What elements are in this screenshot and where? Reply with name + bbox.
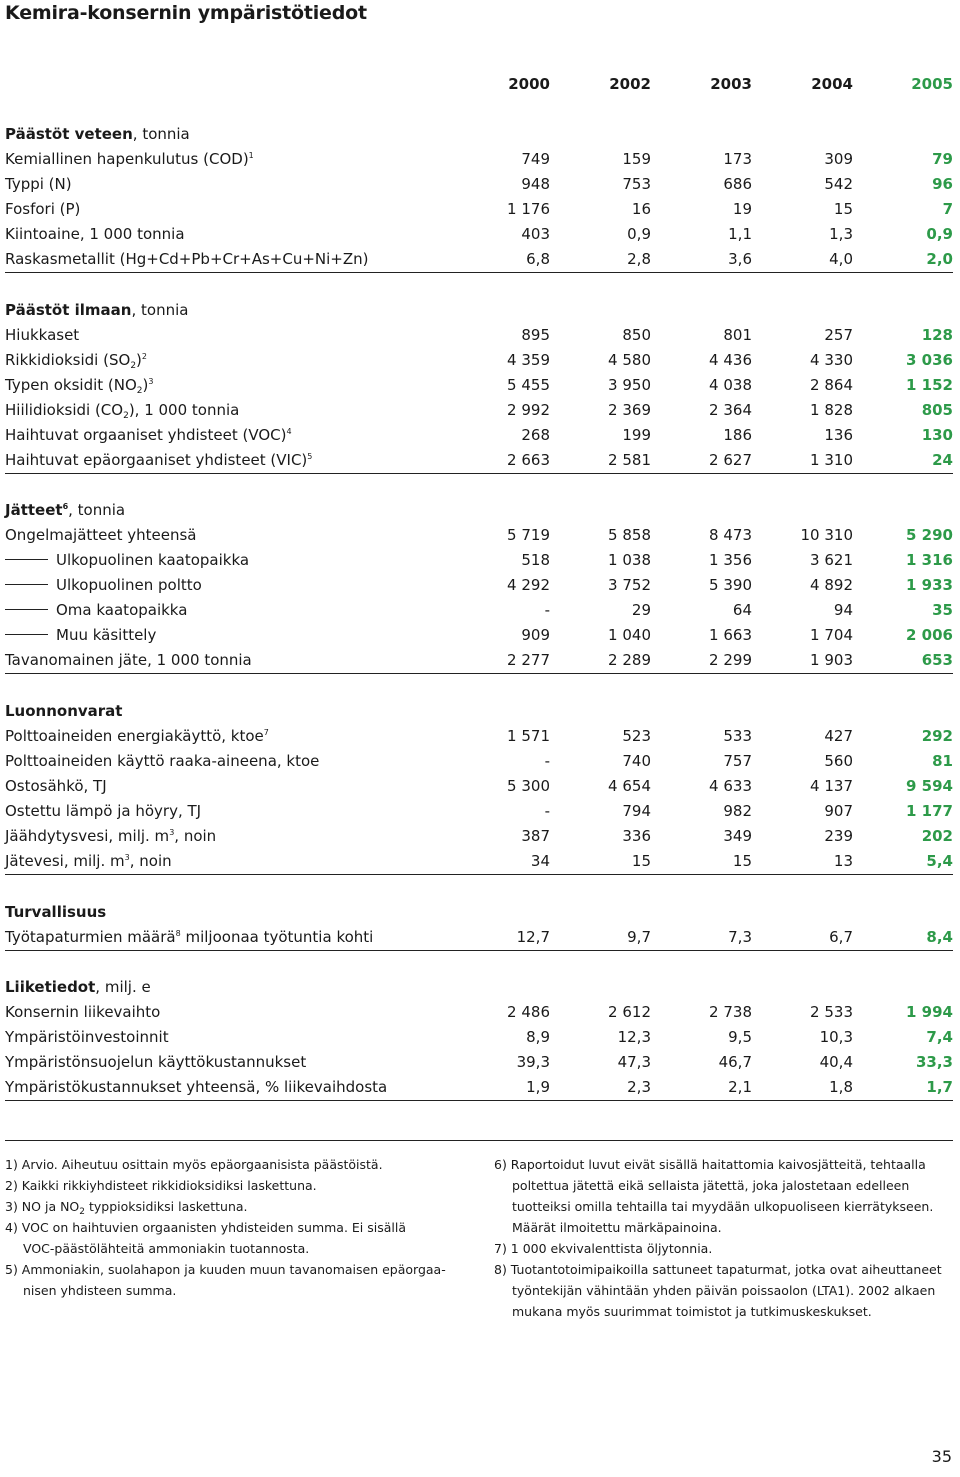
value-cell: 2 581 — [608, 451, 651, 469]
value-cell: 4 359 — [507, 351, 550, 369]
value-2005: 805 — [921, 401, 953, 419]
value-cell: 2 486 — [507, 1003, 550, 1021]
year-header: 2000 — [508, 75, 550, 93]
value-cell: 349 — [723, 827, 752, 845]
value-2005: 292 — [921, 727, 953, 745]
table-row — [5, 573, 953, 598]
value-cell: 560 — [824, 752, 853, 770]
row-label-text: Rikkidioksidi (SO — [5, 351, 131, 369]
year-header-row — [5, 72, 953, 97]
row-label-text: Ulkopuolinen kaatopaikka — [56, 551, 250, 569]
value-cell: 5 858 — [608, 526, 651, 544]
value-cell: 8 473 — [709, 526, 752, 544]
row-label-text: Jätevesi, milj. m — [5, 852, 125, 870]
footnote-ref: 2 — [141, 352, 147, 361]
footnote-5: 5) Ammoniakin, suolahapon ja kuuden muun tavanomaisen epäorgaa- — [5, 1262, 446, 1277]
table-row — [5, 147, 953, 172]
value-cell: 15 — [732, 852, 752, 870]
row-label-text: , noin — [129, 852, 172, 870]
table-row — [5, 1025, 953, 1050]
value-cell: 1 310 — [810, 451, 853, 469]
table-row — [5, 222, 953, 247]
value-cell: 4 137 — [810, 777, 853, 795]
value-cell: 1 038 — [608, 551, 651, 569]
table-row — [5, 448, 953, 474]
table-row — [5, 1000, 953, 1025]
value-cell: 1,3 — [829, 225, 853, 243]
value-cell: 336 — [622, 827, 651, 845]
footnote-4: 4) VOC on haihtuvien orgaanisten yhdisteiden summa. Ei sisällä — [5, 1220, 407, 1235]
value-cell: 46,7 — [718, 1053, 752, 1071]
value-2005: 5,4 — [926, 852, 953, 870]
value-cell: - — [544, 752, 550, 770]
row-label — [5, 423, 292, 448]
table-row — [5, 548, 953, 573]
value-cell: 0,9 — [627, 225, 651, 243]
section-heading-air — [5, 298, 953, 323]
table-row — [5, 197, 953, 222]
table-row — [5, 172, 953, 197]
value-cell: 29 — [631, 601, 651, 619]
value-cell: 1 704 — [810, 626, 853, 644]
row-label — [5, 1025, 169, 1050]
indent-dash — [5, 609, 48, 610]
table-row — [5, 323, 953, 348]
value-cell: 6,8 — [526, 250, 550, 268]
table-row — [5, 1050, 953, 1075]
row-label-text: ) — [136, 351, 142, 369]
value-cell: 2 992 — [507, 401, 550, 419]
value-2005: 202 — [921, 827, 953, 845]
value-cell: 801 — [723, 326, 752, 344]
row-label — [5, 925, 373, 950]
row-label-text: ), 1 000 tonnia — [128, 401, 240, 419]
row-label-text: Ympäristöinvestoinnit — [5, 1028, 169, 1046]
value-2005: 9 594 — [906, 777, 953, 795]
table-row — [5, 348, 953, 373]
section-title: Päästöt ilmaan — [5, 301, 132, 319]
value-cell: 15 — [833, 200, 853, 218]
value-cell: 2 364 — [709, 401, 752, 419]
value-2005: 1 933 — [906, 576, 953, 594]
value-cell: 2 612 — [608, 1003, 651, 1021]
superscript: 8 — [175, 929, 181, 938]
row-label — [5, 398, 239, 423]
value-cell: 4 292 — [507, 576, 550, 594]
value-cell: 5 390 — [709, 576, 752, 594]
row-label-text: Konsernin liikevaihto — [5, 1003, 161, 1021]
value-2005: 2 006 — [906, 626, 953, 644]
value-cell: 94 — [833, 601, 853, 619]
footnote-ref: 1 — [248, 151, 254, 160]
table-row — [5, 799, 953, 824]
value-cell: 239 — [824, 827, 853, 845]
subscript: 2 — [136, 386, 143, 396]
footnote-2: 2) Kaikki rikkiyhdisteet rikkidioksidiksi laskettuna. — [5, 1178, 317, 1193]
value-cell: 3,6 — [728, 250, 752, 268]
value-cell: 3 950 — [608, 376, 651, 394]
footnote-1: 1) Arvio. Aiheutuu osittain myös epäorgaanisista päästöistä. — [5, 1157, 383, 1172]
value-cell: 173 — [723, 150, 752, 168]
row-label — [5, 598, 187, 623]
value-cell: 2 289 — [608, 651, 651, 669]
table-row — [5, 247, 953, 273]
row-label — [5, 799, 201, 824]
row-label-text: Kemiallinen hapenkulutus (COD) — [5, 150, 249, 168]
value-cell: 753 — [622, 175, 651, 193]
value-cell: 186 — [723, 426, 752, 444]
value-2005: 5 290 — [906, 526, 953, 544]
section-heading-label — [5, 122, 190, 147]
table-row — [5, 824, 953, 849]
value-2005: 0,9 — [926, 225, 953, 243]
value-cell: 4 038 — [709, 376, 752, 394]
value-cell: 533 — [723, 727, 752, 745]
row-label — [5, 523, 197, 548]
row-label-text: Haihtuvat orgaaniset yhdisteet (VOC) — [5, 426, 287, 444]
section-heading-label — [5, 900, 106, 925]
superscript: 3 — [169, 828, 175, 837]
value-2005: 653 — [921, 651, 953, 669]
value-cell: 403 — [521, 225, 550, 243]
row-label — [5, 348, 147, 373]
value-cell: 1,8 — [829, 1078, 853, 1096]
value-cell: 757 — [723, 752, 752, 770]
value-2005: 35 — [932, 601, 953, 619]
footnote-6-cont: poltettua jätettä eikä sellaista jätettä, joka jalostetaan edelleen — [512, 1178, 910, 1193]
row-label — [5, 749, 319, 774]
year-header: 2005 — [911, 75, 953, 93]
value-cell: 5 455 — [507, 376, 550, 394]
value-cell: 2 299 — [709, 651, 752, 669]
row-label — [5, 448, 312, 473]
value-cell: 2 864 — [810, 376, 853, 394]
row-label — [5, 247, 369, 272]
table-row — [5, 849, 953, 875]
value-2005: 24 — [932, 451, 953, 469]
value-cell: 1,9 — [526, 1078, 550, 1096]
row-label — [5, 1050, 306, 1075]
value-cell: 309 — [824, 150, 853, 168]
value-cell: 4 654 — [608, 777, 651, 795]
value-cell: 1 176 — [507, 200, 550, 218]
table-row — [5, 648, 953, 674]
value-cell: 268 — [521, 426, 550, 444]
page-title: Kemira-konsernin ympäristötiedot — [5, 2, 367, 24]
row-label-text: Polttoaineiden energiakäyttö, ktoe — [5, 727, 264, 745]
row-label-text: Ympäristönsuojelun käyttökustannukset — [5, 1053, 307, 1071]
value-cell: 2 369 — [608, 401, 651, 419]
footnote-8-cont: työntekijän vähintään yhden päivän poissaolon (LTA1). 2002 alkaen — [512, 1283, 936, 1298]
value-cell: 9,7 — [627, 928, 651, 946]
value-cell: 1,1 — [728, 225, 752, 243]
page-number: 35 — [931, 1447, 952, 1466]
row-label-text: Ongelmajätteet yhteensä — [5, 526, 197, 544]
value-cell: 1 040 — [608, 626, 651, 644]
table-row — [5, 623, 953, 648]
footnote-6-cont: tuotteiksi omilla tehtailla tai myydään ulkopuoliseen kierrätykseen. — [512, 1199, 934, 1214]
row-label-text: Haihtuvat epäorgaaniset yhdisteet (VIC) — [5, 451, 308, 469]
value-cell: 1 571 — [507, 727, 550, 745]
value-cell: 686 — [723, 175, 752, 193]
value-cell: 1 663 — [709, 626, 752, 644]
section-heading-label — [5, 298, 188, 323]
row-label — [5, 648, 252, 673]
value-cell: 4 436 — [709, 351, 752, 369]
row-label — [5, 1075, 387, 1100]
section-unit: , milj. e — [95, 978, 151, 996]
superscript: 3 — [124, 853, 130, 862]
value-cell: 34 — [530, 852, 550, 870]
value-2005: 1 994 — [906, 1003, 953, 1021]
section-title: Päästöt veteen — [5, 125, 133, 143]
row-label-text: Typpi (N) — [5, 175, 72, 193]
row-label — [5, 373, 153, 398]
value-cell: 257 — [824, 326, 853, 344]
section-title: Luonnonvarat — [5, 702, 123, 720]
row-label-text: Raskasmetallit (Hg+Cd+Pb+Cr+As+Cu+Ni+Zn) — [5, 250, 369, 268]
value-cell: 2 738 — [709, 1003, 752, 1021]
footnote-6: 6) Raportoidut luvut eivät sisällä haitattomia kaivosjätteitä, tehtaalla — [494, 1157, 926, 1172]
value-cell: 1 828 — [810, 401, 853, 419]
value-cell: 5 300 — [507, 777, 550, 795]
row-label-text: Ulkopuolinen poltto — [56, 576, 202, 594]
value-cell: 10,3 — [819, 1028, 853, 1046]
section-heading-business — [5, 975, 953, 1000]
footnote-8: 8) Tuotantotoimipaikoilla sattuneet tapaturmat, jotka ovat aiheuttaneet — [494, 1262, 942, 1277]
value-cell: 15 — [631, 852, 651, 870]
indent-dash — [5, 584, 48, 585]
value-cell: 40,4 — [819, 1053, 853, 1071]
table-row — [5, 523, 953, 548]
value-2005: 128 — [921, 326, 953, 344]
table-row — [5, 925, 953, 951]
section-heading-label — [5, 498, 125, 523]
table-row — [5, 398, 953, 423]
year-header: 2004 — [811, 75, 853, 93]
table-row — [5, 724, 953, 749]
footnote-ref: 6 — [62, 502, 69, 511]
row-label-text: Ympäristökustannukset yhteensä, % liikevaihdosta — [5, 1078, 388, 1096]
row-label — [5, 548, 249, 573]
value-cell: 12,7 — [516, 928, 550, 946]
row-label-text: Kiintoaine, 1 000 tonnia — [5, 225, 185, 243]
value-cell: 2,1 — [728, 1078, 752, 1096]
value-cell: 4 330 — [810, 351, 853, 369]
value-cell: 3 621 — [810, 551, 853, 569]
footnote-ref: 4 — [286, 427, 292, 436]
row-label — [5, 197, 80, 222]
footnote-4-cont: VOC-päästölähteitä ammoniakin tuotannosta. — [23, 1241, 310, 1256]
row-label-text: , noin — [174, 827, 217, 845]
section-title: Turvallisuus — [5, 903, 107, 921]
row-label — [5, 849, 172, 874]
value-cell: 199 — [622, 426, 651, 444]
row-label — [5, 1000, 160, 1025]
row-label-text: Työtapaturmien määrä — [5, 928, 176, 946]
value-cell: 3 752 — [608, 576, 651, 594]
value-cell: 13 — [833, 852, 853, 870]
row-label — [5, 573, 202, 598]
value-cell: 2,8 — [627, 250, 651, 268]
footnote-ref: 3 — [148, 377, 154, 386]
section-title: Jätteet — [5, 501, 63, 519]
value-cell: 47,3 — [617, 1053, 651, 1071]
indent-dash — [5, 559, 48, 560]
table-row — [5, 598, 953, 623]
row-label — [5, 623, 156, 648]
value-2005: 81 — [932, 752, 953, 770]
row-label-text: Hiilidioksidi (CO — [5, 401, 124, 419]
row-label-text: miljoonaa työtuntia kohti — [180, 928, 374, 946]
row-label-text: Jäähdytysvesi, milj. m — [5, 827, 170, 845]
value-2005: 1 316 — [906, 551, 953, 569]
value-cell: 2,3 — [627, 1078, 651, 1096]
row-label — [5, 824, 216, 849]
footnote-divider — [5, 1140, 953, 1141]
table-row — [5, 749, 953, 774]
value-2005: 96 — [932, 175, 953, 193]
value-cell: 4,0 — [829, 250, 853, 268]
value-cell: 427 — [824, 727, 853, 745]
value-2005: 2,0 — [926, 250, 953, 268]
value-cell: 518 — [521, 551, 550, 569]
indent-dash — [5, 634, 48, 635]
row-label — [5, 323, 79, 348]
row-label — [5, 774, 107, 799]
subscript: 2 — [130, 361, 137, 371]
section-heading-resources — [5, 699, 953, 724]
row-label-text: Typen oksidit (NO — [5, 376, 137, 394]
value-2005: 7 — [942, 200, 953, 218]
value-cell: 12,3 — [617, 1028, 651, 1046]
subscript: 2 — [123, 411, 129, 421]
value-2005: 33,3 — [915, 1053, 953, 1071]
value-cell: 5 719 — [507, 526, 550, 544]
table-row — [5, 423, 953, 448]
value-cell: 982 — [723, 802, 752, 820]
row-label-text: Tavanomainen jäte, 1 000 tonnia — [5, 651, 252, 669]
row-label-text: Fosfori (P) — [5, 200, 81, 218]
value-cell: 4 633 — [709, 777, 752, 795]
value-cell: 850 — [622, 326, 651, 344]
value-cell: 749 — [521, 150, 550, 168]
table-row — [5, 774, 953, 799]
value-cell: 387 — [521, 827, 550, 845]
row-label-text: Oma kaatopaikka — [56, 601, 188, 619]
row-label-text: Muu käsittely — [56, 626, 157, 644]
value-cell: 39,3 — [516, 1053, 550, 1071]
row-label — [5, 147, 254, 172]
value-cell: 4 892 — [810, 576, 853, 594]
value-2005: 130 — [921, 426, 953, 444]
footnote-ref: 5 — [307, 452, 313, 461]
value-cell: 523 — [622, 727, 651, 745]
value-cell: - — [544, 802, 550, 820]
value-cell: 542 — [824, 175, 853, 193]
table-row — [5, 1075, 953, 1101]
value-cell: 4 580 — [608, 351, 651, 369]
value-2005: 3 036 — [906, 351, 953, 369]
section-unit: , tonnia — [131, 301, 189, 319]
value-cell: 2 663 — [507, 451, 550, 469]
value-cell: - — [544, 601, 550, 619]
value-2005: 1 177 — [906, 802, 953, 820]
footnotes-left — [5, 1154, 446, 1301]
value-cell: 136 — [824, 426, 853, 444]
footnote-6-cont: Määrät ilmoitettu märkäpainoina. — [512, 1220, 722, 1235]
footnote-3: 3) NO ja $NO_2$ typpioksidiksi laskettuna. — [5, 1199, 248, 1217]
value-cell: 740 — [622, 752, 651, 770]
row-label — [5, 222, 185, 247]
value-2005: 1 152 — [906, 376, 953, 394]
value-2005: 79 — [932, 150, 953, 168]
value-2005: 8,4 — [926, 928, 953, 946]
footnote-7: 7) 1 000 ekvivalenttista öljytonnia. — [494, 1241, 713, 1256]
value-cell: 948 — [521, 175, 550, 193]
value-cell: 909 — [521, 626, 550, 644]
row-label-text: Hiukkaset — [5, 326, 80, 344]
value-cell: 1 903 — [810, 651, 853, 669]
row-label-text: ) — [142, 376, 149, 394]
row-label — [5, 172, 72, 197]
year-header: 2003 — [710, 75, 752, 93]
section-heading-safety — [5, 900, 953, 925]
section-unit: , tonnia — [132, 125, 190, 143]
footnote-5-cont: nisen yhdisteen summa. — [23, 1283, 177, 1298]
year-header: 2002 — [609, 75, 651, 93]
value-cell: 9,5 — [728, 1028, 752, 1046]
section-heading-label — [5, 975, 151, 1000]
value-cell: 7,3 — [728, 928, 752, 946]
value-cell: 19 — [732, 200, 752, 218]
value-2005: 1,7 — [926, 1078, 953, 1096]
section-title: Liiketiedot — [5, 978, 96, 996]
row-label-text: Polttoaineiden käyttö raaka-aineena, ktoe — [5, 752, 320, 770]
value-cell: 6,7 — [829, 928, 853, 946]
section-heading-waste — [5, 498, 953, 523]
table-row — [5, 373, 953, 398]
value-cell: 1 356 — [709, 551, 752, 569]
footnote-8-cont: mukana myös suurimmat toimistot ja tutkimuskeskukset. — [512, 1304, 872, 1319]
section-heading-label — [5, 699, 122, 724]
value-cell: 895 — [521, 326, 550, 344]
section-unit: , tonnia — [68, 501, 126, 519]
row-label — [5, 724, 269, 749]
value-cell: 907 — [824, 802, 853, 820]
value-2005: 7,4 — [926, 1028, 953, 1046]
section-heading-water — [5, 122, 953, 147]
value-cell: 10 310 — [800, 526, 853, 544]
value-cell: 159 — [622, 150, 651, 168]
value-cell: 794 — [622, 802, 651, 820]
value-cell: 2 533 — [810, 1003, 853, 1021]
footnote-ref: 7 — [263, 728, 269, 737]
row-label-text: Ostettu lämpö ja höyry, TJ — [5, 802, 202, 820]
value-cell: 8,9 — [526, 1028, 550, 1046]
value-cell: 16 — [631, 200, 651, 218]
row-label-text: Ostosähkö, TJ — [5, 777, 107, 795]
footnotes-right — [494, 1154, 942, 1322]
value-cell: 2 277 — [507, 651, 550, 669]
value-cell: 64 — [732, 601, 752, 619]
value-cell: 2 627 — [709, 451, 752, 469]
